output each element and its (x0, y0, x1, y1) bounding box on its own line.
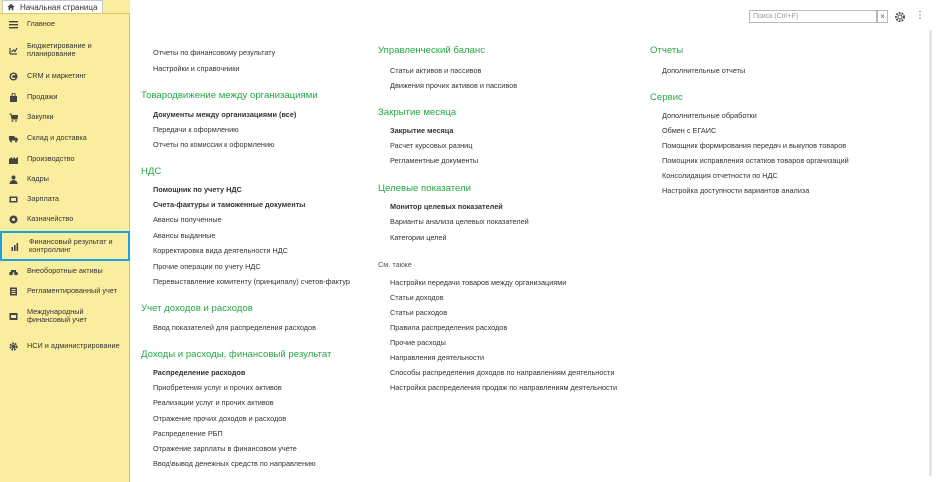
home-icon (7, 3, 15, 11)
bar-chart-icon (11, 242, 20, 251)
sidebar-item-financial-result[interactable] (0, 231, 130, 261)
see-also-title: См. также (378, 260, 412, 269)
link[interactable]: Отчеты по комиссии к оформлению (153, 140, 275, 149)
sidebar-item-label: CRM и маркетинг (27, 70, 87, 80)
link[interactable]: Документы между организациями (все) (153, 110, 297, 119)
link[interactable]: Настройки и справочники (153, 64, 240, 73)
section-title: НДС (141, 166, 162, 177)
link[interactable]: Передачи к оформлению (153, 125, 239, 134)
link[interactable]: Монитор целевых показателей (390, 202, 503, 211)
intl-icon (9, 312, 18, 321)
search-clear-button[interactable]: × (877, 10, 888, 23)
section-title: Сервис (650, 92, 683, 103)
link[interactable]: Дополнительные отчеты (662, 66, 746, 75)
section-title: Закрытие месяца (378, 107, 457, 118)
link[interactable]: Настройки передачи товаров между организациями (390, 278, 567, 287)
link[interactable]: Категории целей (390, 233, 447, 242)
sidebar-item-hr[interactable] (0, 172, 130, 186)
sales-bag-icon (9, 93, 18, 102)
section-title: Учет доходов и расходов (141, 303, 253, 314)
more-menu-icon[interactable]: ⋮ (915, 10, 925, 21)
sidebar-item-main[interactable] (0, 17, 130, 31)
sidebar-item-label: Закупки (27, 111, 54, 121)
sidebar-item-salary[interactable] (0, 192, 130, 206)
link[interactable]: Прочие операции по учету НДС (153, 262, 261, 271)
sidebar-item-label: Производство (27, 153, 75, 163)
salary-icon (9, 195, 18, 204)
section-title: Товародвижение между организациями (141, 90, 318, 101)
link[interactable]: Настройка распределения продаж по направлениям деятельности (390, 383, 618, 392)
sidebar-item-label: Регламентированный учет (27, 285, 117, 295)
link[interactable]: Корректировка вида деятельности НДС (153, 246, 288, 255)
sidebar-item-label: Продажи (27, 91, 58, 101)
link[interactable]: Консолидация отчетности по НДС (662, 171, 778, 180)
sidebar-item-regulated[interactable] (0, 284, 130, 298)
settings-gear-icon[interactable] (894, 11, 906, 23)
sidebar-item-label: Главное (27, 18, 55, 28)
budget-icon (9, 46, 18, 55)
link[interactable]: Направления деятельности (390, 353, 485, 362)
link[interactable]: Отражение зарплаты в финансовом учете (153, 444, 297, 453)
home-tab-label: Начальная страница (20, 2, 98, 12)
section-title: Целевые показатели (378, 183, 471, 194)
link[interactable]: Дополнительные обработки (662, 111, 757, 120)
sidebar-item-warehouse[interactable] (0, 131, 130, 145)
sidebar-item-production[interactable] (0, 152, 130, 166)
link[interactable]: Варианты анализа целевых показателей (390, 217, 529, 226)
sidebar-item-label: Внеоборотные активы (27, 265, 103, 275)
link[interactable]: Авансы полученные (153, 215, 222, 224)
regulated-icon (9, 287, 18, 296)
link[interactable]: Настройка доступности вариантов анализа (662, 186, 810, 195)
link[interactable]: Счета-фактуры и таможенные документы (153, 200, 306, 209)
link[interactable]: Приобретения услуг и прочих активов (153, 383, 282, 392)
link[interactable]: Расчет курсовых разниц (390, 141, 473, 150)
link[interactable]: Помощник формирования передач и выкупов товаров (662, 141, 847, 150)
sidebar-item-fixed-assets[interactable] (0, 264, 130, 278)
link[interactable]: Статьи доходов (390, 293, 444, 302)
cart-icon (9, 113, 18, 122)
link[interactable]: Ввод\вывод денежных средств по направлению (153, 459, 316, 468)
sidebar-item-label: Кадры (27, 173, 49, 183)
link[interactable]: Обмен с ЕГАИС (662, 126, 717, 135)
link[interactable]: Помощник исправления остатков товаров организаций (662, 156, 849, 165)
assets-icon (9, 267, 18, 276)
link[interactable]: Закрытие месяца (390, 126, 454, 135)
scrollbar[interactable] (926, 30, 934, 476)
menu-icon (9, 20, 18, 29)
link[interactable]: Движения прочих активов и пассивов (390, 81, 518, 90)
link[interactable]: Правила распределения расходов (390, 323, 508, 332)
gear-icon (9, 342, 18, 351)
home-tab[interactable] (2, 0, 103, 13)
link[interactable]: Авансы выданные (153, 231, 216, 240)
sidebar-item-purchases[interactable] (0, 110, 130, 124)
sidebar-item-label: Зарплата (27, 193, 59, 203)
search-input[interactable]: Поиск (Ctrl+F) (749, 10, 877, 23)
person-icon (9, 175, 18, 184)
factory-icon (9, 155, 18, 164)
link[interactable]: Распределение РБП (153, 429, 223, 438)
sidebar-item-crm[interactable] (0, 69, 130, 83)
link[interactable]: Статьи активов и пассивов (390, 66, 482, 75)
section-title: Доходы и расходы, финансовый результат (141, 349, 332, 360)
scrollbar-thumb[interactable] (929, 30, 932, 476)
sidebar-item-label: Казначейство (27, 213, 74, 223)
section-title: Управленческий баланс (378, 45, 485, 56)
sidebar-item-treasury[interactable] (0, 212, 130, 226)
truck-icon (9, 134, 18, 143)
sidebar-item-label: Финансовый результат и контроллинг (29, 236, 113, 254)
crm-icon (9, 72, 18, 81)
sidebar-item-sales[interactable] (0, 90, 130, 104)
sidebar (0, 14, 130, 482)
sidebar-item-label: Международный финансовый учет (27, 306, 87, 324)
sidebar-item-label: Склад и доставка (27, 132, 87, 142)
tab-bar (0, 0, 130, 14)
link[interactable]: Помощник по учету НДС (153, 185, 242, 194)
link[interactable]: Перевыставление комитенту (принципалу) счетов-фактур (153, 277, 350, 286)
link[interactable]: Способы распределения доходов по направлениям деятельности (390, 368, 615, 377)
link[interactable]: Отчеты по финансовому результату (153, 48, 276, 57)
treasury-icon (9, 215, 18, 224)
sidebar-item-nsi[interactable] (0, 334, 130, 358)
sidebar-item-international[interactable] (0, 304, 130, 328)
link[interactable]: Прочие расходы (390, 338, 446, 347)
sidebar-item-budgeting[interactable] (0, 40, 130, 60)
link[interactable]: Ввод показателей для распределения расходов (153, 323, 316, 332)
link[interactable]: Отражение прочих доходов и расходов (153, 414, 287, 423)
link[interactable]: Реализации услуг и прочих активов (153, 398, 274, 407)
sidebar-item-label: Бюджетирование и планирование (27, 40, 92, 58)
sidebar-item-label: НСИ и администрирование (27, 340, 120, 350)
link[interactable]: Распределение расходов (153, 368, 246, 377)
link[interactable]: Регламентные документы (390, 156, 479, 165)
link[interactable]: Статьи расходов (390, 308, 448, 317)
section-title: Отчеты (650, 45, 684, 56)
